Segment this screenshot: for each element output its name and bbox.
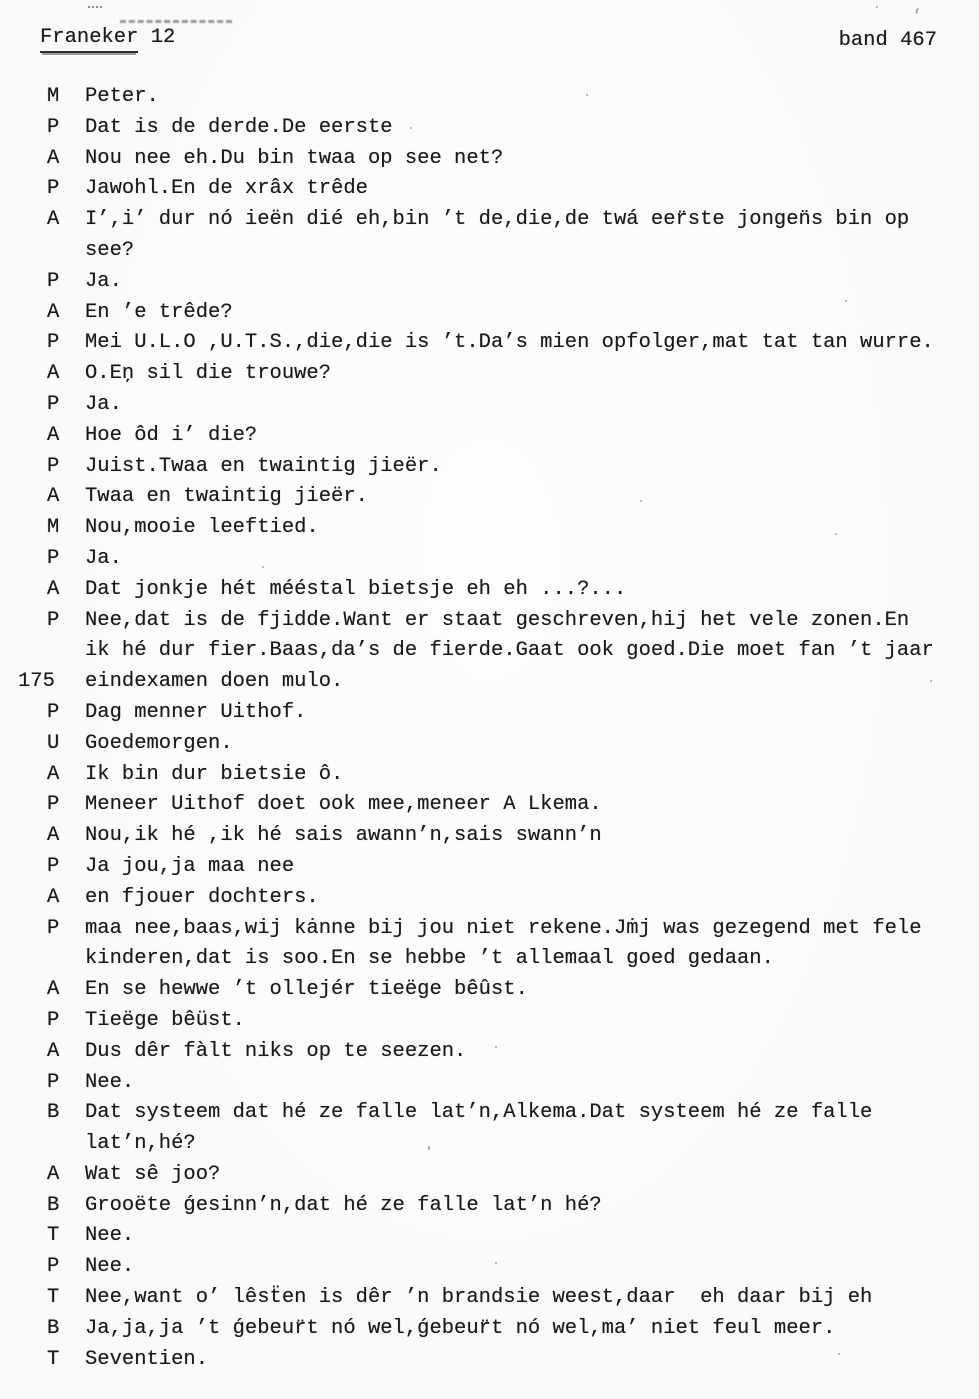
speaker-label: P: [47, 1070, 60, 1094]
speaker-label: P: [47, 177, 60, 201]
speaker-label: A: [47, 762, 60, 786]
transcript-line: [0, 760, 979, 791]
speaker-label: P: [47, 454, 60, 478]
line-text: I’,i’ dur nó ieën dié eh,bin ’t de,die,de twá eer̈ste jongen̈s bin op: [85, 208, 910, 232]
transcript-line: [0, 205, 979, 236]
transcript-line: [0, 1129, 979, 1160]
speaker-label: A: [47, 577, 60, 601]
speaker-label: A: [47, 824, 60, 848]
band-label: band 467: [838, 29, 937, 52]
transcript-line: [0, 267, 979, 298]
line-text: lat’n,hé?: [85, 1132, 196, 1156]
page-title-underlined: Franeker: [40, 26, 138, 53]
line-text: Goedemorgen.: [85, 731, 233, 755]
line-text: Juist.Twaa en twaintig jieër.: [85, 454, 442, 478]
scan-artifact: [88, 6, 102, 11]
speaker-label: U: [47, 731, 60, 755]
transcript-line: [0, 944, 979, 975]
scan-artifact: [915, 8, 918, 14]
line-text: Ja.: [85, 392, 122, 416]
speaker-label: P: [47, 916, 60, 940]
line-text: Nee.: [85, 1255, 135, 1279]
transcript-line: [0, 914, 979, 945]
speaker-label: P: [47, 1008, 60, 1032]
transcript-line: [0, 1345, 979, 1376]
line-text: Nou,ik hé ,ik hé sais awann’n,sais swann’n: [85, 824, 602, 848]
transcript-line: [0, 298, 979, 329]
transcript-line: [0, 1098, 979, 1129]
line-text: ik hé dur fier.Baas,da’s de fierde.Gaat ook goed.Die moet fan ’t jaar: [85, 639, 934, 663]
speaker-label: P: [47, 331, 60, 355]
transcript-line: [0, 113, 979, 144]
line-text: maa nee,baas,wij kȧnne bij jou niet rekene.Jṁj was gezegend met fele: [85, 916, 922, 940]
line-text: Jawohl.En de xrâx trêde: [85, 177, 368, 201]
speaker-label: A: [47, 485, 60, 509]
line-text: Nou nee eh.Du bin twaa op see net?: [85, 146, 504, 170]
line-text: O.Eņ sil die trouwe?: [85, 362, 332, 386]
line-text: Nou,mooie leeftied.: [85, 516, 319, 540]
transcript-line: [0, 82, 979, 113]
page-title-number: 12: [138, 26, 176, 49]
line-text: Nee.: [85, 1224, 135, 1248]
transcript-line: [0, 790, 979, 821]
transcript-line: [0, 144, 979, 175]
transcript-line: [0, 359, 979, 390]
line-text: Tieëge bêüst.: [85, 1008, 245, 1032]
line-text: Mei U.L.O ,U.T.S.,die,die is ’t.Da’s mien opfolger,mat tat tan wurre.: [85, 331, 934, 355]
speaker-label: P: [47, 608, 60, 632]
speaker-label: A: [47, 1039, 60, 1063]
scan-artifact: [876, 6, 878, 8]
line-text: Dus dêr fàlt niks op te seezen.: [85, 1039, 467, 1063]
transcript-line: [0, 852, 979, 883]
line-text: Dag menner Uithof.: [85, 700, 307, 724]
speaker-label: A: [47, 423, 60, 447]
speaker-label: A: [47, 208, 60, 232]
transcript-line: [0, 1037, 979, 1068]
transcript-line: [0, 421, 979, 452]
transcript-line: [0, 1160, 979, 1191]
speaker-label: P: [47, 854, 60, 878]
speaker-label: P: [47, 793, 60, 817]
line-text: Wat sê joo?: [85, 1162, 221, 1186]
line-text: En se hewwe ’t ollejér tieëge bêûst.: [85, 978, 528, 1002]
speaker-label: T: [47, 1224, 60, 1248]
line-text: Ja.: [85, 546, 122, 570]
speaker-label: A: [47, 362, 60, 386]
speaker-label: P: [47, 546, 60, 570]
line-text: Seventien.: [85, 1347, 209, 1371]
speaker-label: B: [47, 1193, 60, 1217]
page-header: [0, 24, 979, 56]
transcript-line: [0, 636, 979, 667]
transcript-line: [0, 482, 979, 513]
line-text: Ja jou,ja maa nee: [85, 854, 295, 878]
speaker-label: B: [47, 1101, 60, 1125]
transcript-line: [0, 1006, 979, 1037]
line-text: Ja.: [85, 269, 122, 293]
transcript-line: [0, 606, 979, 637]
line-text: kinderen,dat is soo.En se hebbe ’t allemaal goed gedaan.: [85, 947, 774, 971]
page-title: [40, 24, 175, 52]
transcript-line: [0, 821, 979, 852]
transcript-line: [0, 1314, 979, 1345]
line-number: 175: [18, 670, 55, 694]
transcript-line: [0, 883, 979, 914]
line-text: Dat jonkje hét mééstal bietsje eh eh ...?...: [85, 577, 627, 601]
speaker-label: A: [47, 1162, 60, 1186]
speaker-label: P: [47, 392, 60, 416]
line-text: Dat systeem dat hé ze falle lat’n,Alkema.Dat systeem hé ze falle: [85, 1101, 873, 1125]
line-text: Meneer Uithof doet ook mee,meneer A Lkema.: [85, 793, 602, 817]
line-text: En ’e trêde?: [85, 300, 233, 324]
line-text: eindexamen doen mulo.: [85, 670, 344, 694]
line-text: Ik bin dur bietsie ô.: [85, 762, 344, 786]
transcript-line: [0, 1221, 979, 1252]
speaker-label: A: [47, 885, 60, 909]
speaker-label: M: [47, 516, 60, 540]
speaker-label: P: [47, 115, 60, 139]
transcript-line: [0, 236, 979, 267]
transcript-line: [0, 729, 979, 760]
speaker-label: A: [47, 978, 60, 1002]
transcript-line: [0, 390, 979, 421]
speaker-label: P: [47, 1255, 60, 1279]
transcript-line: [0, 667, 979, 698]
line-text: Dat is de derde.De eerste: [85, 115, 393, 139]
transcript-line: [0, 1191, 979, 1222]
speaker-label: P: [47, 700, 60, 724]
speaker-label: A: [47, 300, 60, 324]
transcript-line: [0, 513, 979, 544]
line-text: Twaa en twaintig jieër.: [85, 485, 368, 509]
line-text: Peter.: [85, 85, 159, 108]
speaker-label: T: [47, 1286, 60, 1310]
speaker-label: B: [47, 1316, 60, 1340]
speaker-label: A: [47, 146, 60, 170]
transcript-line: [0, 975, 979, 1006]
speaker-label: P: [47, 269, 60, 293]
line-text: Nee,want o’ lêsẗen is dêr ’n brandsie weest,daar eh daar bij eh: [85, 1286, 873, 1310]
line-text: Hoe ôd i’ die?: [85, 423, 258, 447]
transcript-line: [0, 1068, 979, 1099]
transcript-line: [0, 698, 979, 729]
line-text: see?: [85, 238, 135, 262]
line-text: Nee,dat is de fjidde.Want er staat geschreven,hij het vele zonen.En: [85, 608, 910, 632]
scan-artifact: [120, 20, 232, 23]
transcript-line: [0, 328, 979, 359]
line-text: Nee.: [85, 1070, 135, 1094]
speaker-label: T: [47, 1347, 60, 1371]
speaker-label: M: [47, 85, 60, 108]
transcript-line: [0, 1283, 979, 1314]
transcript-line: [0, 575, 979, 606]
transcript-line: [0, 174, 979, 205]
transcript-line: [0, 1252, 979, 1283]
transcript-line: [0, 452, 979, 483]
line-text: en fjouer dochters.: [85, 885, 319, 909]
line-text: Grooëte ǵesinn’n,dat hé ze falle lat’n hé?: [85, 1193, 602, 1217]
line-text: Ja,ja,ja ’t ǵebeur̈t nó wel,ǵebeur̈t nó wel,ma’ niet feul meer.: [85, 1316, 836, 1340]
transcript: [0, 82, 979, 1375]
transcript-line: [0, 544, 979, 575]
